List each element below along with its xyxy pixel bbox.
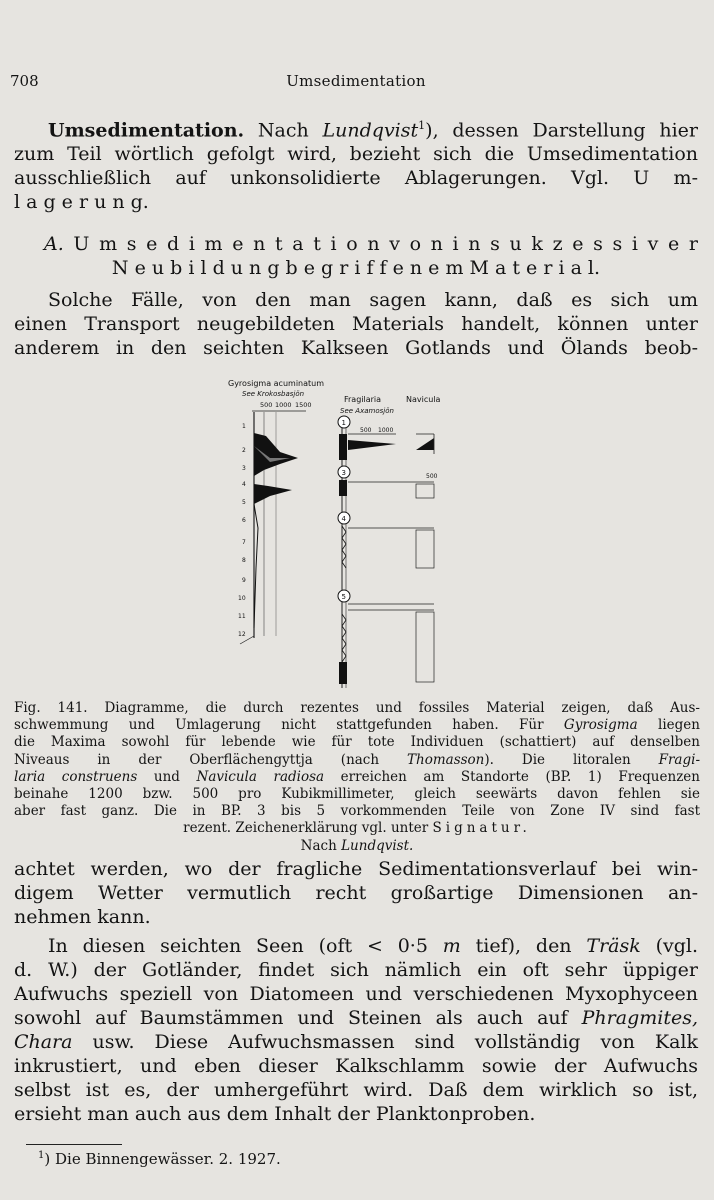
running-head: Umsedimentation xyxy=(286,72,426,90)
depth-labels xyxy=(238,423,246,638)
left-tail-curve xyxy=(254,504,258,628)
paragraph-line: sowohl auf Baumstämmen und Steinen als auch auf Phragmites, xyxy=(14,1007,698,1029)
depth-label: 5 xyxy=(242,499,246,506)
navicula-box xyxy=(416,530,434,568)
paragraph-line: einen Transport neugebildeten Materials handelt, können unter xyxy=(14,313,698,335)
navicula-box xyxy=(416,612,434,682)
mid-title: Fragilaria xyxy=(344,395,382,404)
paragraph-line: Aufwuchs speziell von Diatomeen und verschiedenen Myxophyceen xyxy=(14,983,698,1005)
diagram-svg xyxy=(220,378,460,696)
small-tick: 500 xyxy=(426,473,438,480)
zone-number: 4 xyxy=(341,515,346,523)
caption-line: die Maxima sowohl für lebende wie für tote Individuen (schattiert) auf denselben xyxy=(14,734,700,751)
left-subtitle: See Krokosbasjön xyxy=(242,390,305,398)
zone-number: 5 xyxy=(341,593,346,601)
paragraph-line: selbst ist es, der umhergeführt wird. Daß dem wirklich so ist, xyxy=(14,1079,698,1101)
paragraph-3 xyxy=(14,934,698,1126)
depth-label: 7 xyxy=(242,539,246,546)
left-lower-curve xyxy=(254,484,292,504)
footnote-text: ) Die Binnengewässer. 2. 1927. xyxy=(44,1150,281,1168)
footnote xyxy=(38,1150,281,1168)
caption-line: Nach Lundqvist. xyxy=(300,837,414,854)
intro-line: l a g e r u n g. xyxy=(14,191,149,214)
paragraph-1 xyxy=(14,288,698,360)
right-tick: 500 xyxy=(360,427,372,434)
depth-label: 6 xyxy=(242,517,246,524)
author-name: Lundqvist xyxy=(322,119,419,142)
caption-line: Niveaus in der Oberflächengyttja (nach Thomasson). Die litoralen Fragi- xyxy=(14,751,700,768)
paragraph-line: digem Wetter vermutlich recht großartige Dimensionen an- xyxy=(14,882,698,904)
core-zigzag xyxy=(342,526,346,568)
left-tick: 1500 xyxy=(295,401,312,409)
navicula-box xyxy=(416,484,434,498)
fragilaria-curve xyxy=(348,440,396,450)
page-header xyxy=(8,72,704,96)
paragraph-line: d. W.) der Gotländer, findet sich nämlich ein oft sehr üppiger xyxy=(14,959,698,981)
paragraph-line: Solche Fälle, von den man sagen kann, daß es sich um xyxy=(48,289,698,311)
left-title: Gyrosigma acuminatum xyxy=(228,379,325,388)
core-segment xyxy=(339,434,347,460)
right-title: Navicula xyxy=(406,395,441,404)
paragraph-line: Chara usw. Diese Aufwuchsmassen sind vollständig von Kalk xyxy=(14,1031,698,1053)
caption-line: schwemmung und Umlagerung nicht stattgefunden haben. Für Gyrosigma liegen xyxy=(14,717,700,734)
core-zigzag xyxy=(342,614,346,662)
depth-label: 12 xyxy=(238,631,246,638)
footnote-mark: 1 xyxy=(38,1150,45,1161)
depth-label: 9 xyxy=(242,577,246,584)
footnote-rule xyxy=(26,1144,122,1145)
caption-line: Fig. 141. Diagramme, die durch rezentes und fossiles Material zeigen, daß Aus- xyxy=(14,700,700,716)
heading-line: N e u b i l d u n g b e g r i f f e n e m M a t e r i a l. xyxy=(111,257,601,279)
depth-label: 3 xyxy=(242,465,246,472)
paragraph-line: nehmen kann. xyxy=(14,906,151,928)
paragraph-line: ersieht man auch aus dem Inhalt der Planktonproben. xyxy=(14,1103,536,1125)
intro-line: Umsedimentation. Nach Lundqvist$^1$), dessen Darstellung hier xyxy=(48,119,698,142)
paragraph-line: inkrustiert, und eben dieser Kalkschlamm sowie der Aufwuchs xyxy=(14,1055,698,1077)
left-tick: 1000 xyxy=(275,401,292,409)
intro-paragraph xyxy=(14,114,698,214)
caption-line: beinahe 1200 bzw. 500 pro Kubikmillimeter, gleich seewärts davon fehlen sie xyxy=(14,786,700,803)
figure-141-diagram xyxy=(220,378,460,696)
section-heading xyxy=(14,232,698,280)
navicula-curve xyxy=(416,438,434,450)
heading-line: A. U m s e d i m e n t a t i o n v o n i n s u k z e s s i v e r xyxy=(44,233,698,255)
core-segment xyxy=(339,480,347,496)
paragraph-line: In diesen seichten Seen (oft < 0·5 m tief), den Träsk (vgl. xyxy=(48,935,699,957)
zone-number: 1 xyxy=(341,419,346,427)
depth-label: 1 xyxy=(242,423,246,430)
caption-line: rezent. Zeichenerklärung vgl. unter Signatur. xyxy=(183,820,531,837)
page-number: 708 xyxy=(10,72,39,90)
paragraph-2 xyxy=(14,857,698,929)
paragraph-line: anderem in den seichten Kalkseen Gotlands und Ölands beob- xyxy=(14,337,698,359)
footnote-ref: 1 xyxy=(418,119,426,132)
zone-number: 3 xyxy=(341,469,346,477)
figure-caption xyxy=(14,700,700,855)
depth-label: 4 xyxy=(242,481,246,488)
right-subtitle: See Axamosjön xyxy=(340,407,394,415)
depth-label: 11 xyxy=(238,613,246,620)
entry-term: Umsedimentation. xyxy=(48,119,245,142)
core-segment xyxy=(339,662,347,684)
right-tick: 1000 xyxy=(378,427,394,434)
intro-line: zum Teil wörtlich gefolgt wird, bezieht sich die Umsedimentation xyxy=(14,143,698,166)
depth-label: 8 xyxy=(242,557,246,564)
left-tick: 500 xyxy=(260,401,273,409)
caption-line: aber fast ganz. Die in BP. 3 bis 5 vorkommenden Teile von Zone IV sind fast xyxy=(14,803,700,820)
intro-line: ausschließlich auf unkonsolidierte Ablagerungen. Vgl. U m- xyxy=(14,167,698,190)
depth-label: 10 xyxy=(238,595,246,602)
depth-label: 2 xyxy=(242,447,246,454)
paragraph-line: achtet werden, wo der fragliche Sedimentationsverlauf bei win- xyxy=(14,858,698,880)
caption-line: laria construens und Navicula radiosa erreichen am Standorte (BP. 1) Frequenzen xyxy=(14,768,700,785)
section-letter: A. xyxy=(44,233,64,255)
